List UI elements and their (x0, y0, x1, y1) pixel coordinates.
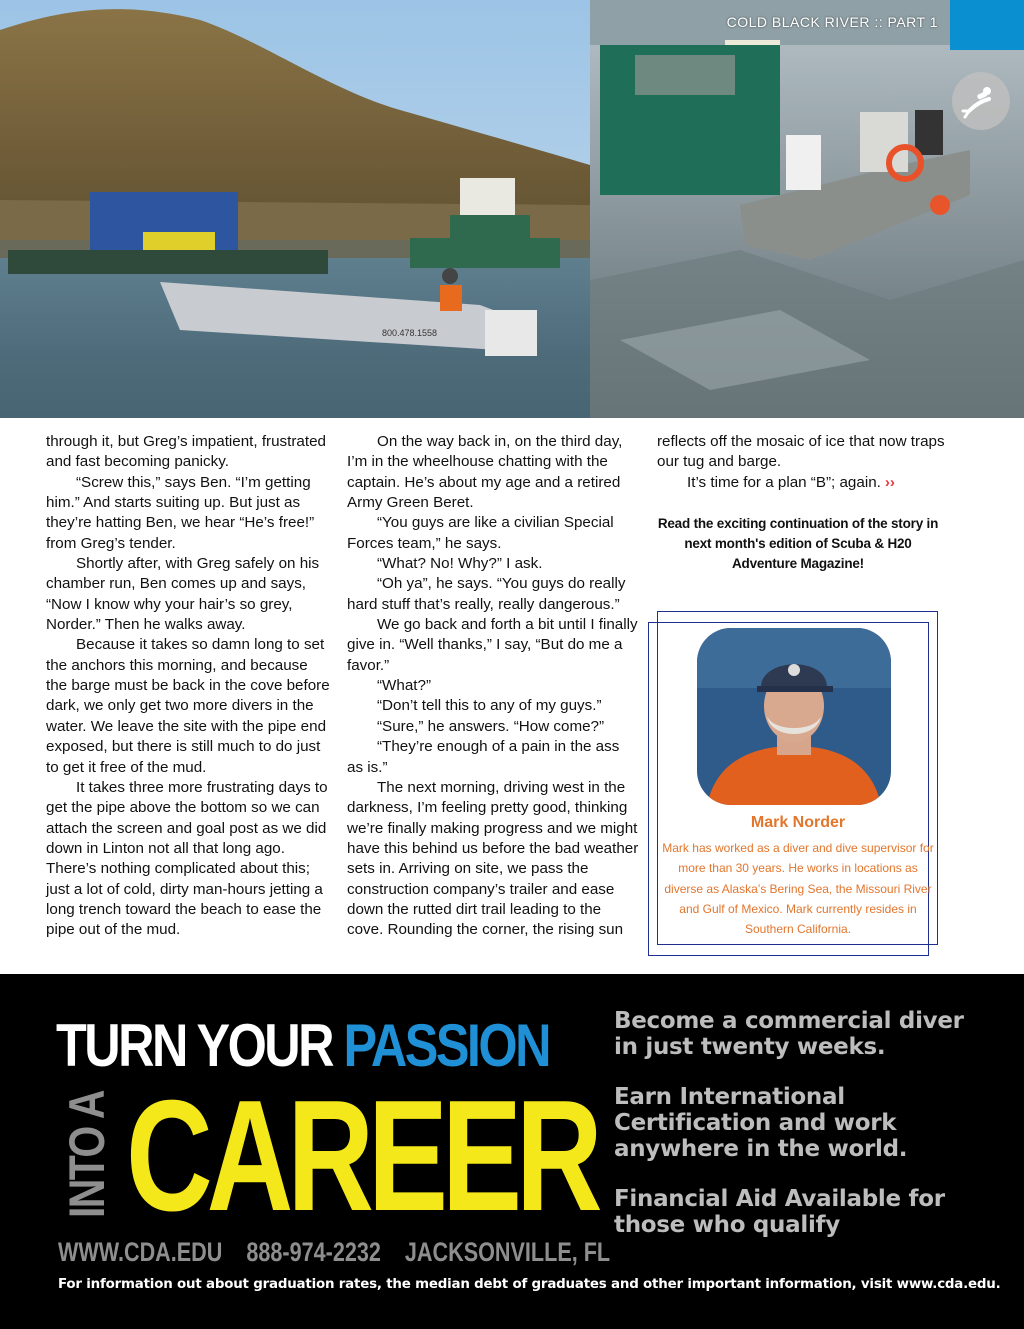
ad-website[interactable]: WWW.CDA.EDU (58, 1237, 223, 1267)
ad-location: JACKSONVILLE, FL (404, 1237, 611, 1267)
paragraph: “Don’t tell this to any of my guys.” (377, 697, 602, 715)
author-portrait (697, 628, 891, 805)
ad-headline-part-2: PASSION (343, 1012, 549, 1079)
paragraph: On the way back in, on the third day, I’m in the wheelhouse chatting with the captain. He’s about my age and a retired Army Green Beret. (347, 433, 623, 512)
section-tab (950, 0, 1024, 50)
ad-big-word: CAREER (126, 1068, 597, 1244)
author-name: Mark Norder (750, 814, 846, 831)
ad-point: Become a commercial diver in just twenty weeks. (614, 1008, 964, 1060)
ad-headline-part-1: TURN YOUR (56, 1012, 344, 1079)
article-column-2 (347, 432, 639, 941)
paragraph: We go back and forth a bit until I finally give in. “Well thanks,” I say, “But do me a favor.” (347, 616, 638, 674)
series-tag: COLD BLACK RIVER :: PART 1 (726, 14, 938, 30)
paragraph: Shortly after, with Greg safely on his chamber run, Ben comes up and says, “Now I know why your hair’s so grey, Norder.” Then he walks away. (46, 555, 320, 634)
ad-point: Financial Aid Available for those who qualify (614, 1186, 945, 1238)
closing-paragraph (657, 473, 947, 493)
paragraph: The next morning, driving west in the darkness, I’m feeling pretty good, thinking we’re finally making progress and we might have this behind us before the bad weather sets in. Arriving on site, we pass the construction company’s trailer and ease down the rutted dirt trail leading to the cove. Rounding the corner, the rising sun (347, 778, 639, 939)
paragraph: It takes three more frustrating days to get the pipe above the bottom so we can attach the screen and goal post as we did down in Linton not all that long ago. There’s nothing complicated about this; just a lot of cold, dirty man-hours jetting a long trench toward the beach to ease the pipe out of the mud. (46, 778, 328, 939)
paragraph: “What?” (377, 677, 432, 695)
paragraph: “Sure,” he answers. “How come?” (377, 717, 605, 735)
ad-phone[interactable]: 888-974-2232 (246, 1237, 381, 1267)
ad-point: Earn International Certification and work anywhere in the world. (614, 1084, 908, 1162)
paragraph: “Oh ya”, he says. “You guys do really hard stuff that’s really, really dangerous.” (347, 575, 626, 613)
author-bio: Mark has worked as a diver and dive supervisor for more than 30 years. He works in locations as diverse as Alaska’s Bering Sea, the Missouri River and Gulf of Mexico. Mark currently resides in Southern California. (662, 841, 934, 937)
closing-text: It’s time for a plan “B”; again. (687, 473, 881, 491)
paragraph: reflects off the mosaic of ice that now traps our tug and barge. (657, 433, 945, 471)
scuba-diver-icon (952, 72, 1010, 130)
ad-contact-line (58, 1235, 634, 1269)
article-column-3 (657, 432, 947, 493)
article-column-1 (46, 432, 330, 941)
ad-side-text-label: INTO A (59, 1091, 115, 1218)
river-barge-photo (0, 0, 590, 418)
iced-boat-photo (590, 0, 1024, 418)
paragraph: “You guys are like a civilian Special Forces team,” he says. (347, 514, 614, 552)
paragraph: “Screw this,” says Ben. “I’m getting him.” And starts suiting up. But just as they’re hatting Ben, we hear “He’s free!” from Greg’s tender. (46, 473, 315, 552)
continuation-note: Read the exciting continuation of the story in next month's edition of Scuba & H20 Adventure Magazine! (657, 516, 939, 571)
chevron-right-icon: ›› (884, 473, 895, 491)
ad-selling-points (614, 1008, 986, 1262)
ad-disclaimer: For information out about graduation rates, the median debt of graduates and other important information, visit www.cda.edu. (58, 1277, 1001, 1292)
paragraph: “They’re enough of a pain in the ass as is.” (347, 738, 620, 776)
paragraph: “What? No! Why?” I ask. (377, 555, 543, 573)
boat-phone-text: 800.478.1558 (382, 328, 438, 338)
paragraph: Because it takes so damn long to set the anchors this morning, and because the barge must be back in the cove before dark, we only get two more divers in the water. We leave the site with the pipe end exposed, but there is still much to do just to get it free of the mud. (46, 636, 330, 776)
paragraph: through it, but Greg’s impatient, frustrated and fast becoming panicky. (46, 433, 326, 471)
